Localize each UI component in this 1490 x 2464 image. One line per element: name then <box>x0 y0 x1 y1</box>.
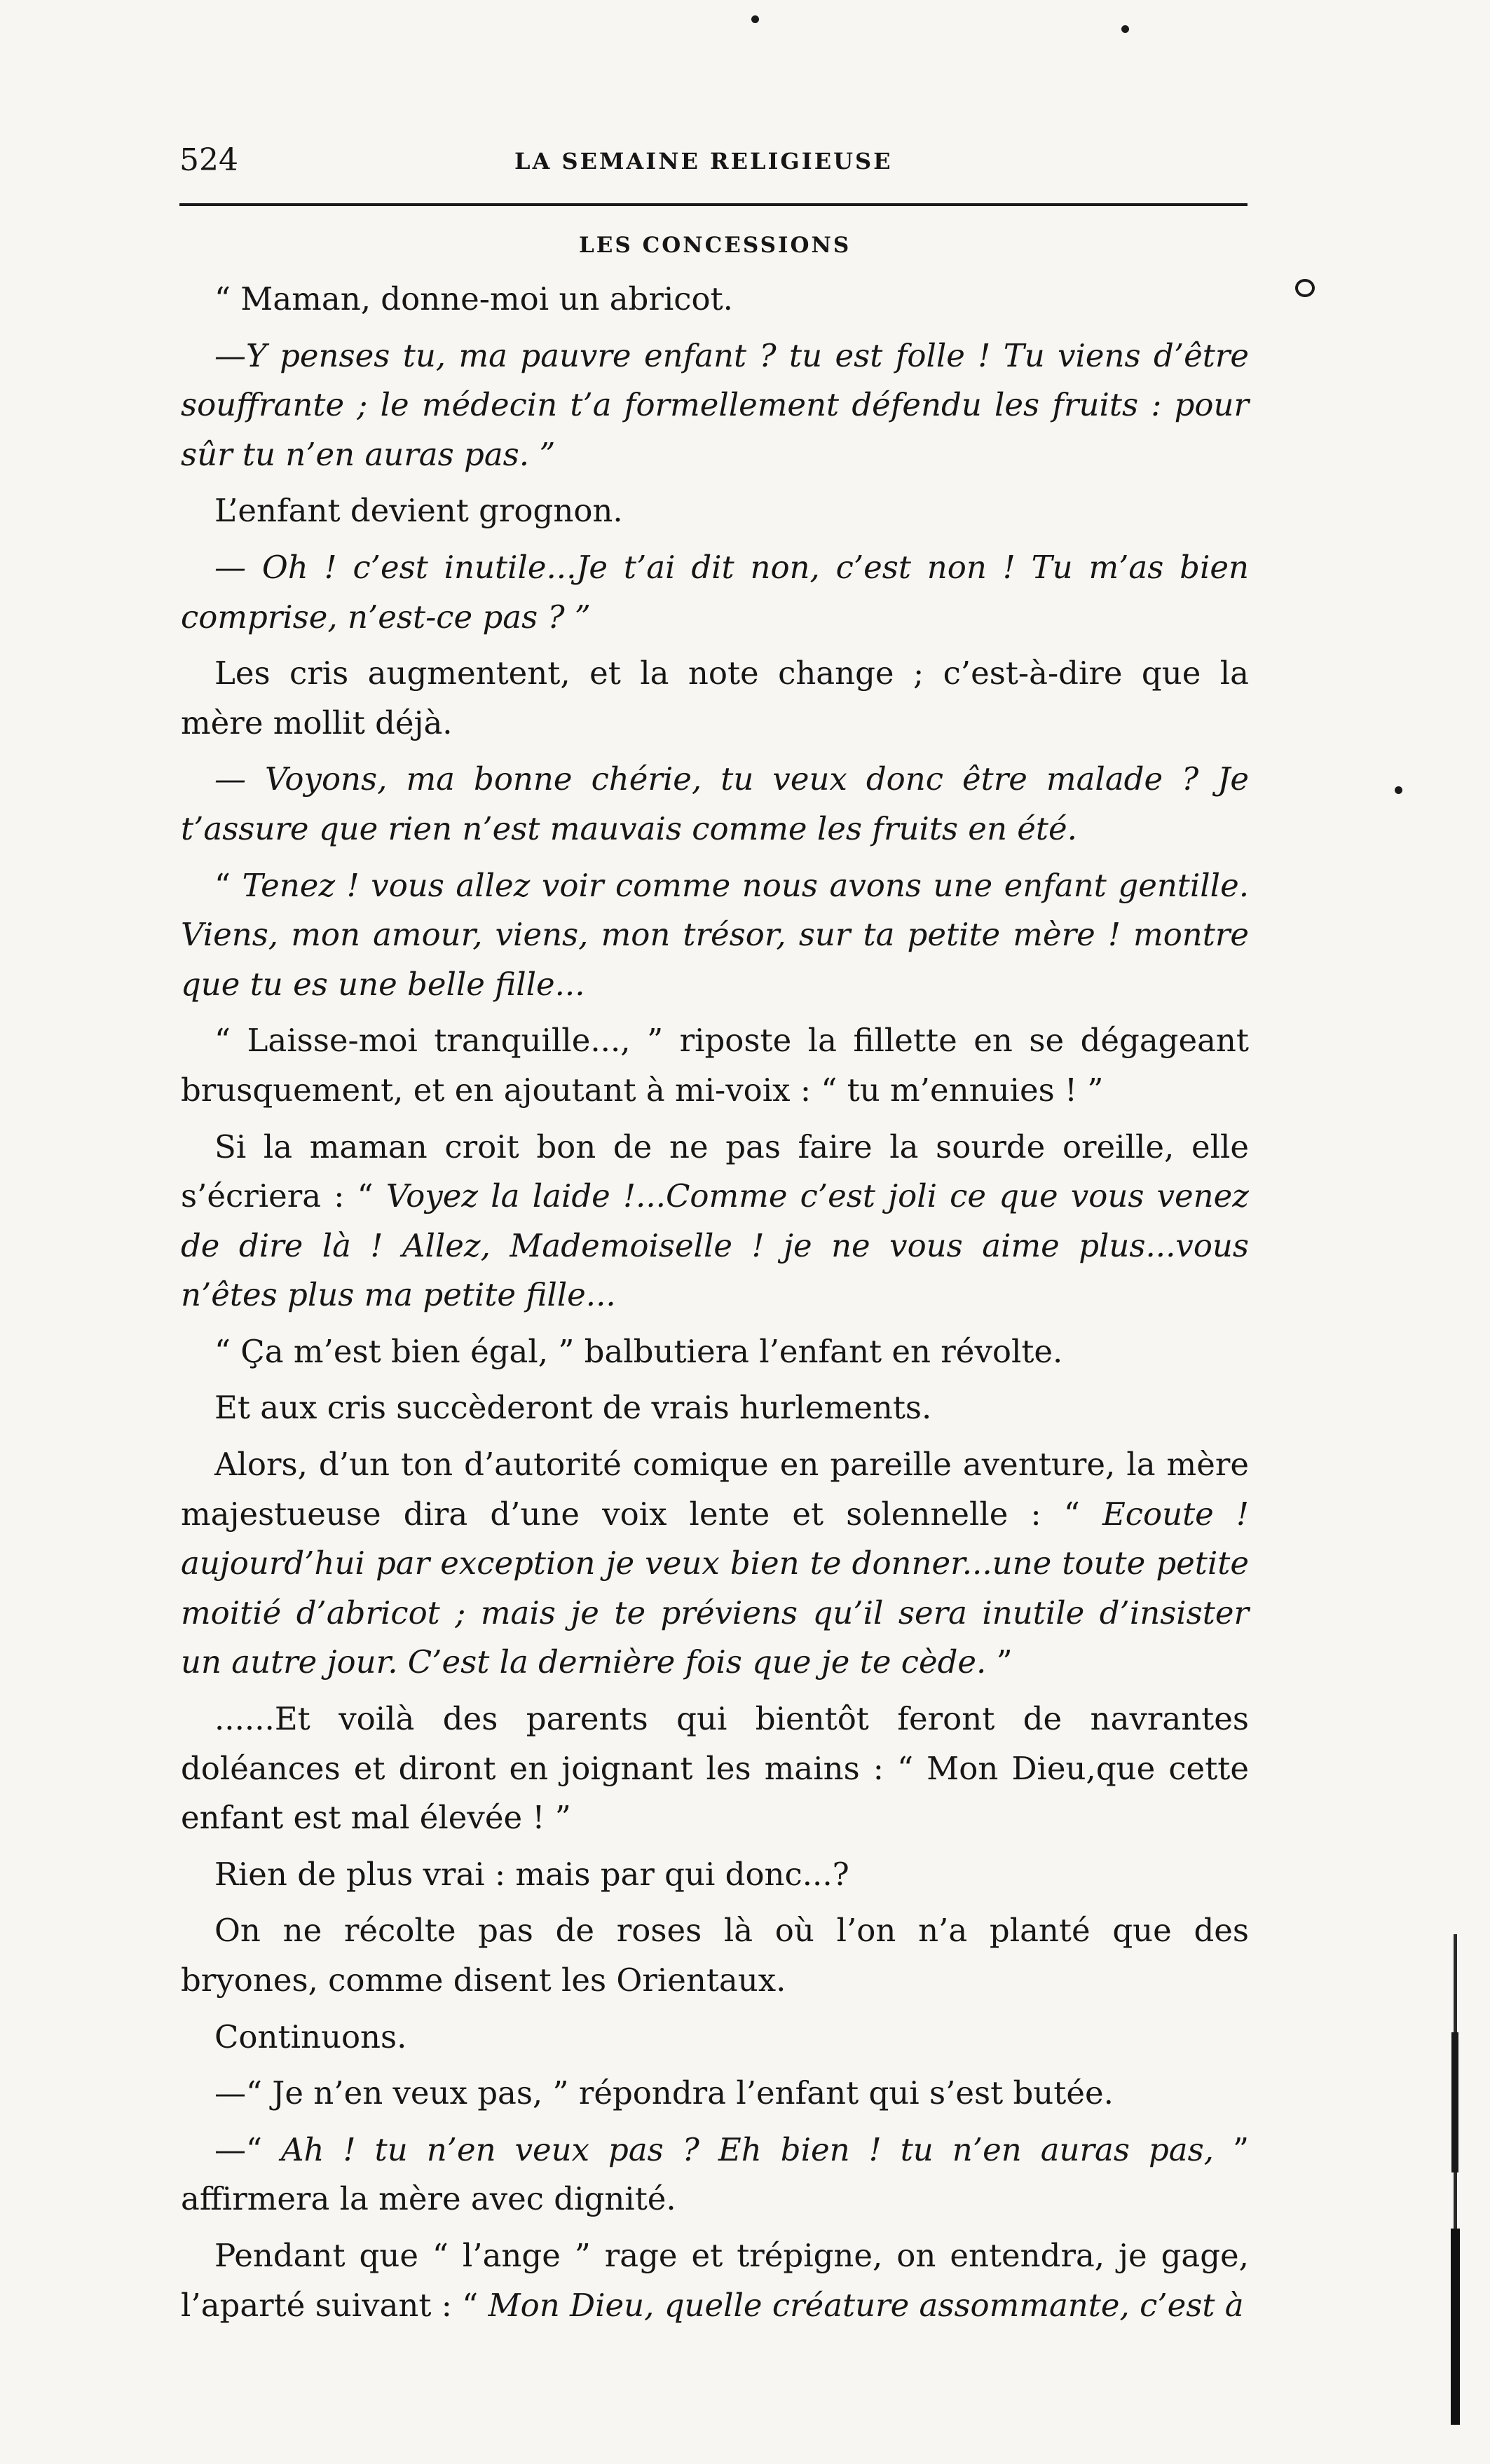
roman-text: —“ Je n’en veux pas, ” répondra l’enfant qui s’est butée. <box>214 2074 1114 2112</box>
italic-text: — Voyons, ma bonne chérie, tu veux donc être malade ? Je t’assure que rien n’est mauvais comme les fruits en été. <box>181 760 1249 847</box>
italic-text: Tenez ! vous allez voir comme nous avons une enfant gentille. Viens, mon amour, viens, mon trésor, sur ta petite mère ! montre que tu es une belle fille... <box>181 866 1249 1003</box>
page-header <box>179 142 1248 184</box>
paragraph <box>181 2231 1249 2330</box>
roman-text: —“ <box>214 2130 282 2168</box>
paragraph <box>181 486 1249 536</box>
page-number: 524 <box>179 142 238 178</box>
roman-text: Si la maman croit bon de ne pas faire la sourde oreille, elle s’écriera : “ <box>181 1128 1249 1215</box>
running-title: LA SEMAINE RELIGIEUSE <box>514 148 893 174</box>
print-speck <box>1121 25 1129 33</box>
paragraph <box>181 1327 1249 1377</box>
paragraph <box>181 2069 1249 2119</box>
italic-text: Voyez la laide !...Comme c’est joli ce que vous venez de dire là ! Allez, Mademoiselle ! je ne vous aime plus...vous n’êtes plus ma petite fille... <box>181 1177 1249 1314</box>
roman-text: Pendant que “ l’ange ” rage et trépigne, on entendra, je gage, l’aparté suivant : “ <box>181 2236 1249 2324</box>
paragraph <box>181 1440 1249 1688</box>
paragraph <box>181 543 1249 642</box>
header-rule <box>179 203 1248 206</box>
paragraph <box>181 755 1249 854</box>
italic-text: —Y penses tu, ma pauvre enfant ? tu est folle ! Tu viens d’être souffrante ; le médecin t’a formellement défendu les fruits : pour sûr tu n’en auras pas. ” <box>181 336 1249 473</box>
roman-text: ” affirmera la mère avec dignité. <box>181 2130 1250 2218</box>
paragraph <box>181 331 1249 480</box>
paragraph <box>181 861 1249 1010</box>
italic-text: — Oh ! c’est inutile...Je t’ai dit non, c’est non ! Tu m’as bien comprise, n’est-ce pas ? ” <box>181 548 1249 636</box>
paragraph <box>181 1906 1249 2005</box>
roman-text: Les cris augmentent, et la note change ; c’est-à-dire que la mère mollit déjà. <box>181 655 1249 741</box>
paragraph <box>181 649 1249 748</box>
paragraph <box>181 1016 1249 1115</box>
paragraph <box>181 1695 1249 1843</box>
roman-text: Et aux cris succèderont de vrais hurlements. <box>214 1389 932 1427</box>
paragraph <box>181 1383 1249 1433</box>
scanned-page-edge <box>1449 1934 1462 2425</box>
roman-text: L’enfant devient grognon. <box>214 492 623 530</box>
body-text <box>181 275 1249 2330</box>
print-speck <box>1395 786 1402 794</box>
roman-text: “ <box>214 866 242 904</box>
roman-text: Continuons. <box>214 2018 407 2055</box>
print-speck <box>1295 279 1315 297</box>
italic-text: Mon Dieu, quelle créature assommante, c’est à <box>488 2286 1244 2324</box>
italic-text: Ecoute ! aujourd’hui par exception je veux bien te donner...une toute petite moitié d’abricot ; mais je te préviens qu’il sera inutile d’insister un autre jour. C’est la dernière fois que je te cède. <box>181 1495 1249 1681</box>
paragraph <box>181 1123 1249 1320</box>
roman-text: Alors, d’un ton d’autorité comique en pareille aventure, la mère majestueuse dira d’une voix lente et solennelle : “ <box>181 1446 1249 1533</box>
paragraph <box>181 1850 1249 1900</box>
roman-text: ” <box>986 1643 1013 1681</box>
roman-text: “ Maman, donne-moi un abricot. <box>214 280 733 317</box>
roman-text: ......Et voilà des parents qui bientôt feront de navrantes doléances et diront en joignant les mains : “ Mon Dieu,que cette enfant est mal élevée ! ” <box>181 1700 1249 1837</box>
roman-text: “ Ça m’est bien égal, ” balbutiera l’enfant en révolte. <box>214 1332 1063 1370</box>
paragraph <box>181 275 1249 324</box>
section-title: LES CONCESSIONS <box>579 233 852 258</box>
italic-text: Ah ! tu n’en veux pas ? Eh bien ! tu n’en auras pas, <box>281 2130 1214 2168</box>
paragraph <box>181 2013 1249 2062</box>
roman-text: “ Laisse-moi tranquille..., ” riposte la fillette en se dégageant brusquement, et en ajoutant à mi-voix : “ tu m’ennuies ! ” <box>181 1022 1249 1109</box>
roman-text: On ne récolte pas de roses là où l’on n’a planté que des bryones, comme disent les Orientaux. <box>181 1912 1249 1999</box>
page-edge-graphic <box>1449 1934 1462 2425</box>
paragraph <box>181 2126 1249 2224</box>
roman-text: Rien de plus vrai : mais par qui donc...? <box>214 1855 849 1893</box>
print-speck <box>751 15 759 23</box>
